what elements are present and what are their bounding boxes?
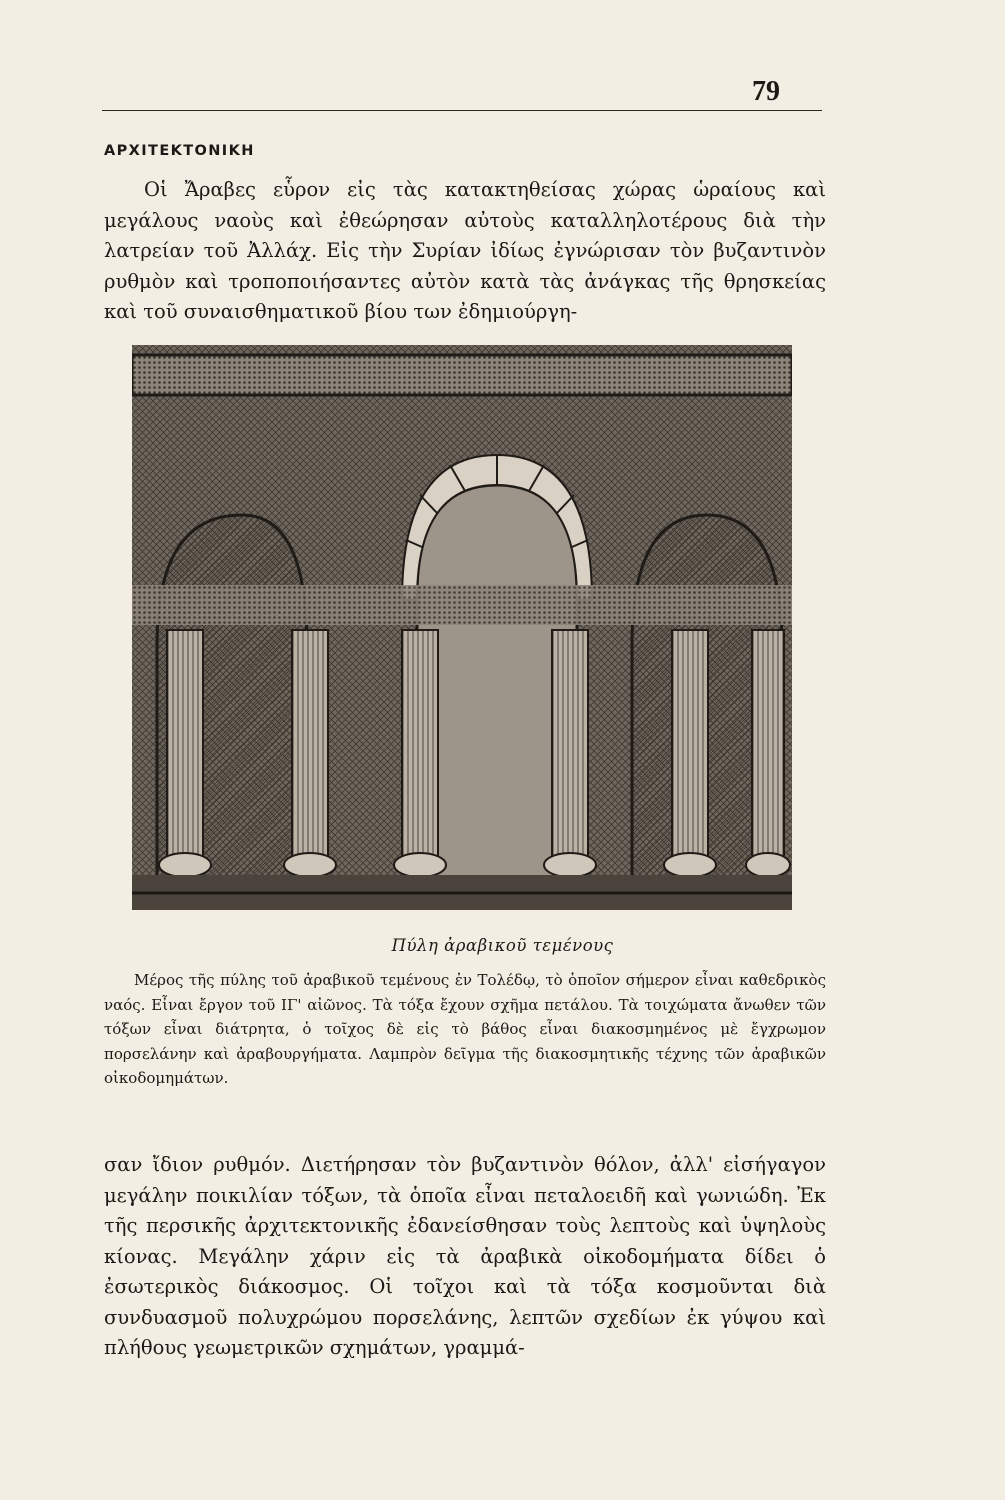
paragraph-top: Οἱ Ἄραβες εὗρον εἰς τὰς κατακτηθείσας χώρας ὡραίους καὶ μεγάλους ναοὺς καὶ ἐθεώρησαν αὐτοὺς καταλληλοτέρους διὰ τὴν λατρείαν τοῦ Ἀλλάχ. Εἰς τὴν Συρίαν ἰδίως ἐγνώρισαν τὸν βυζαντινὸν ρυθμὸν καὶ τροποποιήσαντες αὐτὸν κατὰ τὰς ἀνάγκας τῆς θρησκείας καὶ τοῦ συναισθηματικοῦ βίου των ἐδημιούργη-	[104, 178, 826, 323]
figure-engraving	[132, 345, 792, 910]
figure-caption-title: Πύλη ἀραβικοῦ τεμένους	[391, 936, 614, 955]
figure-caption-text: Μέρος τῆς πύλης τοῦ ἀραβικοῦ τεμένους ἐν Τολέδῳ, τὸ ὁποῖον σήμερον εἶναι καθεδρικὸς ναός. Εἶναι ἔργον τοῦ ΙΓ' αἰῶνος. Τὰ τόξα ἔχουν σχῆμα πετάλου. Τὰ τοιχώματα ἄνωθεν τῶν τόξων εἶναι διάτρητα, ὁ τοῖχος δὲ εἰς τὸ βάθος εἶναι διακοσμημένος μὲ ἔγχρωμον πορσελάνην καὶ ἀραβουργήματα. Λαμπρὸν δεῖγμα τῆς διακοσμητικῆς τέχνης τῶν ἀραβικῶν οἰκοδομημάτων.	[104, 971, 826, 1087]
figure-frieze	[132, 355, 792, 395]
paragraph-bottom: σαν ἴδιον ρυθμόν. Διετήρησαν τὸν βυζαντινὸν θόλον, ἀλλ' εἰσήγαγον μεγάλην ποικιλίαν τόξων, τὰ ὁποῖα εἶναι πεταλοειδῆ καὶ γωνιώδη. Ἐκ τῆς περσικῆς ἀρχιτεκτονικῆς ἐδανείσθησαν τοὺς λεπτοὺς καὶ ὑψηλοὺς κίονας. Μεγάλην χάριν εἰς τὰ ἀραβικὰ οἰκοδομήματα δίδει ὁ ἐσωτερικὸς διάκοσμος. Οἱ τοῖχοι καὶ τὰ τόξα κοσμοῦνται διὰ συνδυασμοῦ πολυχρώμου πορσελάνης, λεπτῶν σχεδίων ἐκ γύψου καὶ πλήθους γεωμετρικῶν σχημάτων, γραμμά-	[104, 1153, 826, 1359]
figure-capitals	[132, 585, 792, 625]
section-title: ΑΡΧΙΤΕΚΤΟΝΙΚΗ	[104, 143, 255, 159]
header-rule	[102, 110, 822, 111]
page-number: 79	[752, 76, 780, 107]
